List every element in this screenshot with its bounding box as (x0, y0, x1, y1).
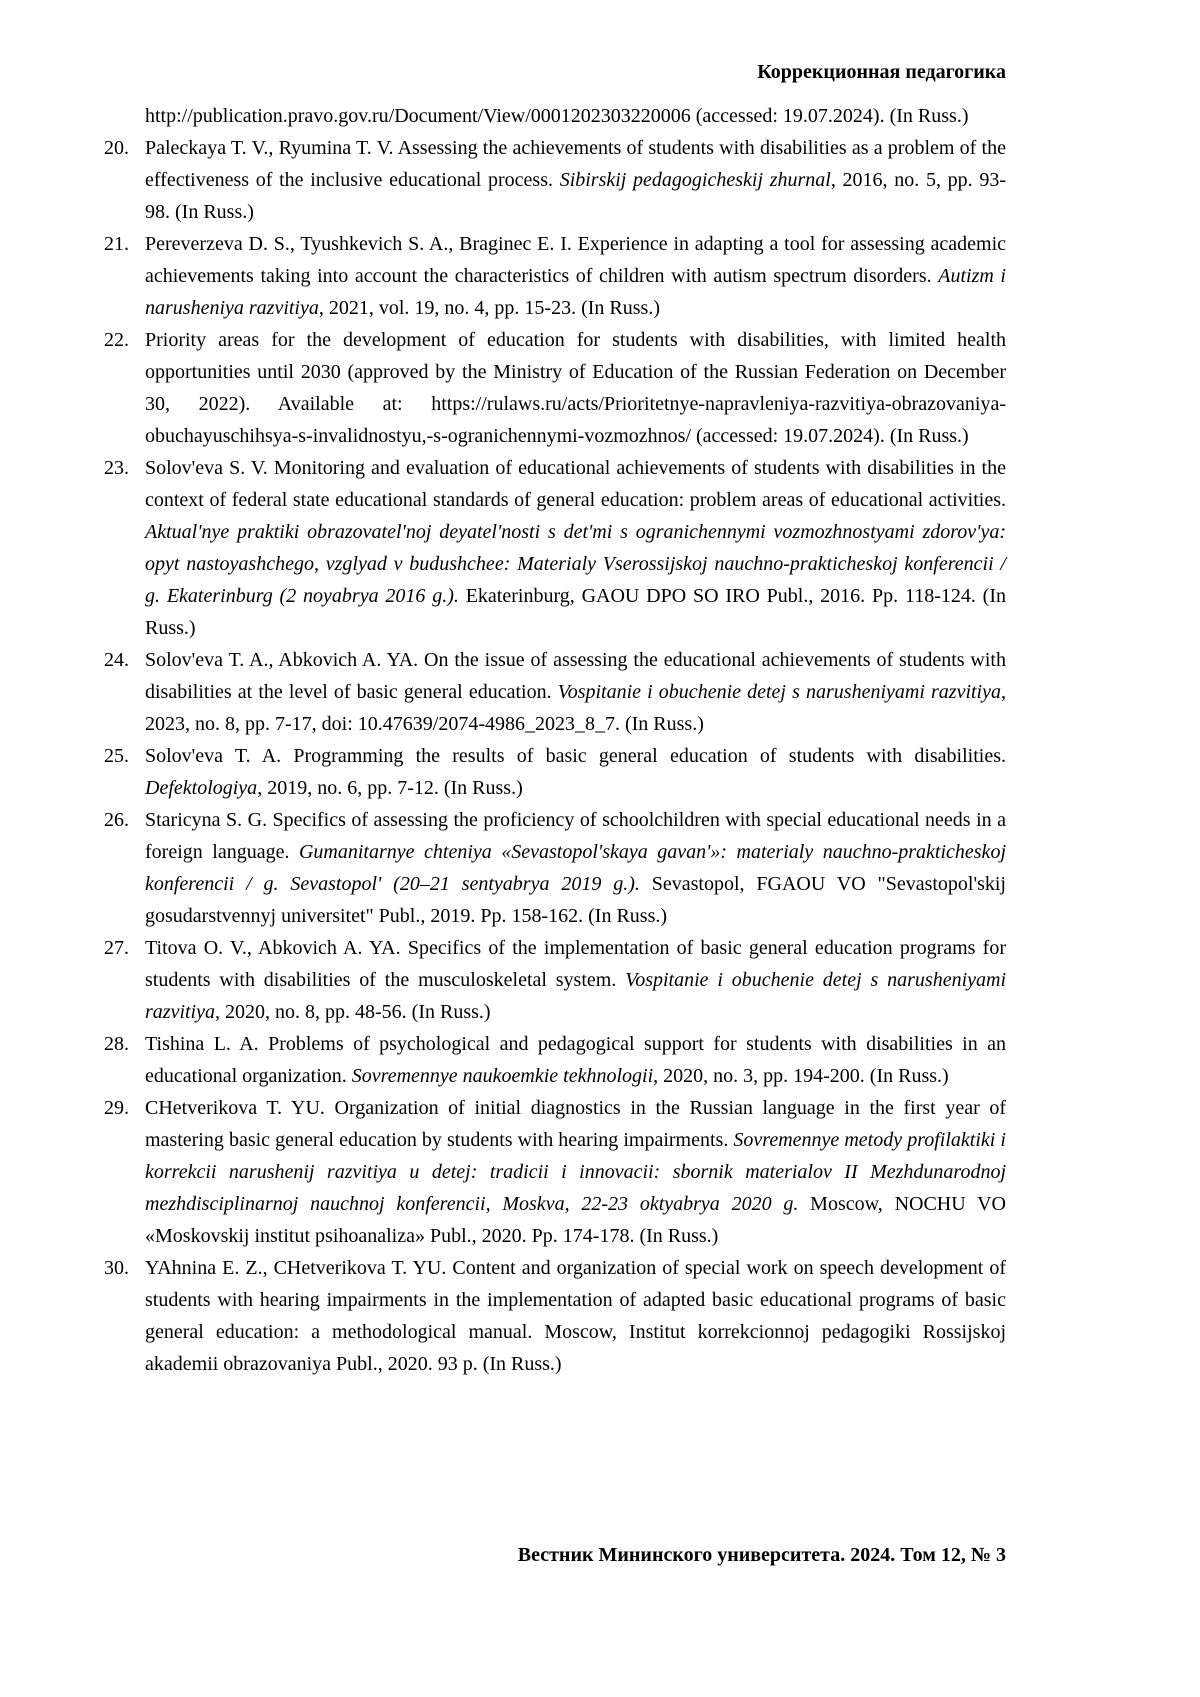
reference-segment: http://publication.pravo.gov.ru/Document/View/0001202303220006 (accessed: 19.07.2024). (In Russ.) (145, 105, 969, 127)
reference-number: 22. (104, 329, 129, 351)
reference-item (104, 932, 1006, 1028)
reference-item (104, 1252, 1006, 1380)
reference-italic-segment: Gumanitarnye chteniya «Sevastopol'skaya gavan'»: materialy nauchno-prakticheskoj konferencii / g. Sevastopol' (20–21 sentyabrya 2019 g.). (145, 841, 1006, 895)
reference-segment: , 2019, no. 6, pp. 7-12. (In Russ.) (257, 777, 523, 799)
reference-text (145, 324, 1006, 452)
reference-segment: Pereverzeva D. S., Tyushkevich S. A., Braginec E. I. Experience in adapting a tool for assessing academic achievements taking into account the characteristics of children with autism spectrum disorders. (145, 233, 1006, 287)
reference-item (104, 804, 1006, 932)
reference-item (104, 132, 1006, 228)
reference-text (145, 1252, 1006, 1380)
reference-text (145, 100, 1006, 132)
reference-segment: , 2016, no. 5, pp. 93-98. (In Russ.) (145, 169, 1006, 223)
reference-number: 30. (104, 1257, 129, 1279)
reference-segment: Titova O. V., Abkovich A. YA. Specifics of the implementation of basic general education programs for students with disabilities of the musculoskeletal system. (145, 937, 1006, 991)
reference-item (104, 324, 1006, 452)
reference-item (104, 1092, 1006, 1252)
reference-italic-segment: Sovremennye metody profilaktiki i korrekcii narushenij razvitiya u detej: tradicii i innovacii: sbornik materialov II Mezhdunarodnoj mezhdisciplinarnoj nauchnoj konferencii, Moskva, 22-23 oktyabrya 2020 g. (145, 1129, 1006, 1215)
reference-text (145, 932, 1006, 1028)
reference-item (104, 644, 1006, 740)
reference-text (145, 804, 1006, 932)
reference-segment: , 2023, no. 8, pp. 7-17, doi: 10.47639/2074-4986_2023_8_7. (In Russ.) (145, 681, 1006, 735)
reference-segment: Solov'eva S. V. Monitoring and evaluation of educational achievements of students with disabilities in the context of federal state educational standards of general education: problem areas of educational activities. (145, 457, 1006, 511)
reference-segment: Solov'eva T. A. Programming the results of basic general education of students with disabilities. (145, 745, 1006, 767)
reference-segment: Staricyna S. G. Specifics of assessing the proficiency of schoolchildren with special educational needs in a foreign language. (145, 809, 1006, 863)
reference-segment: Paleckaya T. V., Ryumina T. V. Assessing the achievements of students with disabilities as a problem of the effectiveness of the inclusive educational process. (145, 137, 1006, 191)
reference-number: 29. (104, 1097, 129, 1119)
reference-italic-segment: Defektologiya (145, 777, 258, 799)
reference-item (104, 1028, 1006, 1092)
reference-segment: Priority areas for the development of education for students with disabilities, with limited health opportunities until 2030 (approved by the Ministry of Education of the Russian Federation on December 30, 2022). Available at: https://rulaws.ru/acts/Prioritetnye-napravleniya-razvitiya-obrazovaniya-obuchayuschihsya-s-invalidnostyu,-s-ogranichennymi-vozmozhnos/ (accessed: 19.07.2024). (In Russ.) (145, 329, 1006, 447)
reference-number: 26. (104, 809, 129, 831)
reference-number: 23. (104, 457, 129, 479)
reference-italic-segment: Vospitanie i obuchenie detej s narusheniyami razvitiya (557, 681, 1001, 703)
reference-italic-segment: Autizm i narusheniya razvitiya (145, 265, 1006, 319)
reference-segment: , 2021, vol. 19, no. 4, pp. 15-23. (In Russ.) (318, 297, 660, 319)
reference-continuation (104, 100, 1006, 132)
reference-number: 21. (104, 233, 129, 255)
reference-segment: Ekaterinburg, GAOU DPO SO IRO Publ., 2016. Pp. 118-124. (In Russ.) (145, 585, 1006, 639)
reference-segment: , 2020, no. 8, pp. 48-56. (In Russ.) (215, 1001, 491, 1023)
reference-number: 20. (104, 137, 129, 159)
reference-italic-segment: Sibirskij pedagogicheskij zhurnal (559, 169, 831, 191)
reference-text (145, 1028, 1006, 1092)
reference-italic-segment: Sovremennye naukoemkie tekhnologii (351, 1065, 654, 1087)
reference-text (145, 132, 1006, 228)
reference-segment: Moscow, NOCHU VO «Moskovskij institut psihoanaliza» Publ., 2020. Pp. 174-178. (In Russ.) (145, 1193, 1007, 1247)
reference-segment: , 2020, no. 3, pp. 194-200. (In Russ.) (653, 1065, 949, 1087)
reference-segment: Solov'eva T. A., Abkovich A. YA. On the issue of assessing the educational achievements of students with disabilities at the level of basic general education. (145, 649, 1006, 703)
journal-footer: Вестник Мининского университета. 2024. Том 12, № 3 (517, 1544, 1006, 1566)
reference-text (145, 644, 1006, 740)
reference-text (145, 452, 1006, 644)
reference-number: 24. (104, 649, 129, 671)
reference-number: 25. (104, 745, 129, 767)
reference-segment: Tishina L. A. Problems of psychological and pedagogical support for students with disabilities in an educational organization. (145, 1033, 1006, 1087)
reference-text (145, 740, 1006, 804)
reference-italic-segment: Vospitanie i obuchenie detej s narusheniyami razvitiya (145, 969, 1007, 1023)
running-header: Коррекционная педагогика (757, 61, 1006, 83)
reference-segment: YAhnina E. Z., CHetverikova T. YU. Content and organization of special work on speech development of students with hearing impairments in the implementation of adapted basic educational programs of basic general education: a methodological manual. Moscow, Institut korrekcionnoj pedagogiki Rossijskoj akademii obrazovaniya Publ., 2020. 93 p. (In Russ.) (145, 1257, 1006, 1375)
reference-item (104, 740, 1006, 804)
reference-text (145, 1092, 1006, 1252)
reference-number: 27. (104, 937, 129, 959)
reference-number: 28. (104, 1033, 129, 1055)
reference-segment: CHetverikova T. YU. Organization of initial diagnostics in the Russian language in the first year of mastering basic general education by students with hearing impairments. (145, 1097, 1006, 1151)
reference-list (104, 100, 1006, 1380)
reference-segment: Sevastopol, FGAOU VO "Sevastopol'skij gosudarstvennyj universitet" Publ., 2019. Pp. 158-162. (In Russ.) (145, 873, 1006, 927)
reference-italic-segment: Aktual'nye praktiki obrazovatel'noj deyatel'nosti s det'mi s ogranichennymi vozmozhnostyami zdorov'ya: opyt nastoyashchego, vzglyad v budushchee: Materialy Vserossijskoj nauchno-prakticheskoj konferencii / g. Ekaterinburg (2 noyabrya 2016 g.). (145, 521, 1006, 607)
reference-item (104, 452, 1006, 644)
reference-text (145, 228, 1006, 324)
reference-item (104, 228, 1006, 324)
